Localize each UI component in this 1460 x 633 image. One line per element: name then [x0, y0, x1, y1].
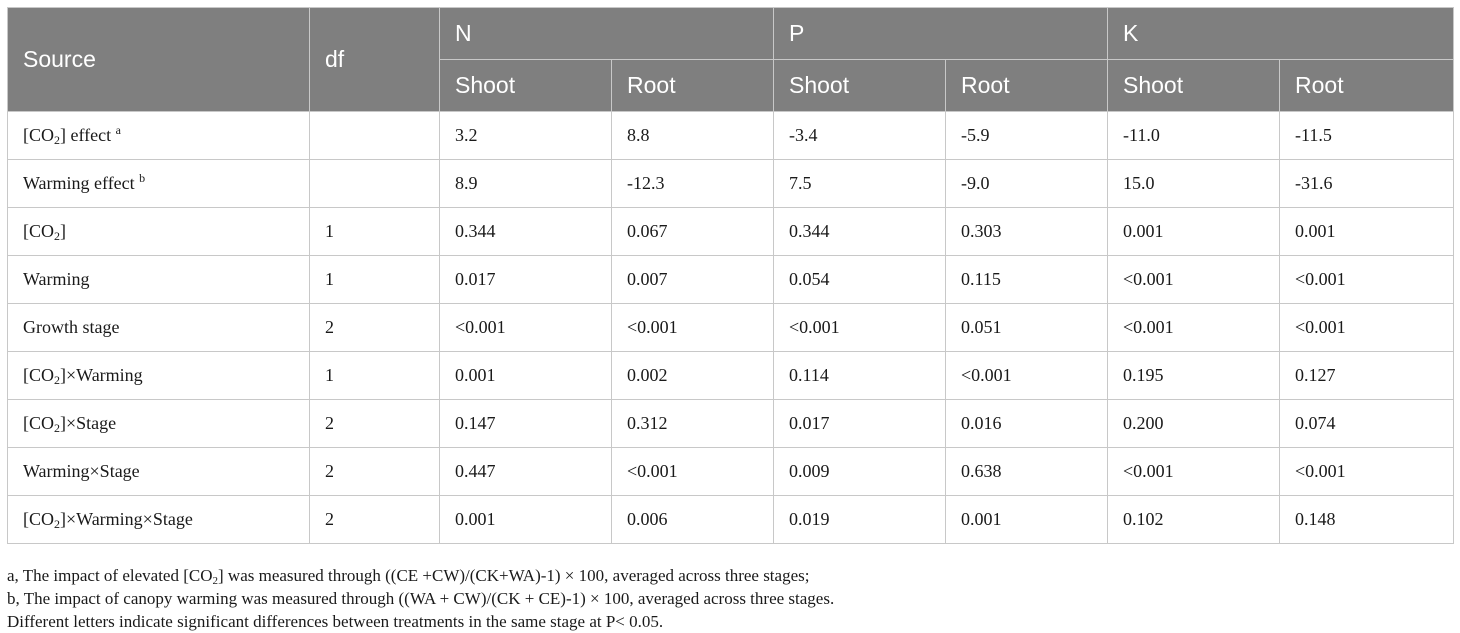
source-cell: Warming — [8, 256, 310, 304]
value-cell: 0.006 — [612, 496, 774, 544]
value-cell: -11.5 — [1280, 112, 1454, 160]
header-df: df — [310, 8, 440, 112]
value-cell: 0.447 — [440, 448, 612, 496]
table-row — [8, 304, 1454, 352]
value-cell: <0.001 — [440, 304, 612, 352]
value-cell: <0.001 — [1280, 304, 1454, 352]
value-cell: 0.102 — [1108, 496, 1280, 544]
footnote-b: b, The impact of canopy warming was measured through ((WA + CW)/(CK + CE)-1) × 100, averaged across three stages. — [7, 589, 835, 608]
value-cell: -5.9 — [946, 112, 1108, 160]
value-cell: -12.3 — [612, 160, 774, 208]
value-cell: 0.051 — [946, 304, 1108, 352]
source-cell: $[CO_2]$ effect $^a$ — [8, 112, 310, 160]
value-cell: 0.312 — [612, 400, 774, 448]
df-cell: 2 — [310, 400, 440, 448]
table-row — [8, 208, 1454, 256]
source-cell: $[CO_2]\times Stage$ — [8, 400, 310, 448]
df-cell — [310, 112, 440, 160]
value-cell: 0.344 — [774, 208, 946, 256]
table-body — [8, 112, 1454, 544]
table-row — [8, 112, 1454, 160]
header-n-shoot: Shoot — [440, 60, 612, 112]
value-cell: 0.200 — [1108, 400, 1280, 448]
header-group-n: N — [440, 8, 774, 60]
value-cell: 8.8 — [612, 112, 774, 160]
value-cell: 0.001 — [1280, 208, 1454, 256]
value-cell: 0.115 — [946, 256, 1108, 304]
header-source: Source — [8, 8, 310, 112]
value-cell: <0.001 — [612, 304, 774, 352]
value-cell: -9.0 — [946, 160, 1108, 208]
value-cell: <0.001 — [946, 352, 1108, 400]
value-cell: 0.638 — [946, 448, 1108, 496]
table-row — [8, 400, 1454, 448]
source-cell: $[CO_2]$ — [8, 208, 310, 256]
value-cell: <0.001 — [774, 304, 946, 352]
table-row — [8, 448, 1454, 496]
value-cell: 0.007 — [612, 256, 774, 304]
value-cell: <0.001 — [612, 448, 774, 496]
header-group-p: P — [774, 8, 1108, 60]
value-cell: 0.344 — [440, 208, 612, 256]
header-k-root: Root — [1280, 60, 1454, 112]
table-row — [8, 352, 1454, 400]
value-cell: -11.0 — [1108, 112, 1280, 160]
value-cell: 15.0 — [1108, 160, 1280, 208]
df-cell: 1 — [310, 208, 440, 256]
value-cell: 7.5 — [774, 160, 946, 208]
value-cell: 8.9 — [440, 160, 612, 208]
value-cell: 0.019 — [774, 496, 946, 544]
value-cell: <0.001 — [1108, 256, 1280, 304]
source-cell: Warming effect $^b$ — [8, 160, 310, 208]
value-cell: 0.303 — [946, 208, 1108, 256]
value-cell: 0.017 — [774, 400, 946, 448]
df-cell: 2 — [310, 496, 440, 544]
source-cell: $[CO_2]\times Warming$ — [8, 352, 310, 400]
table-row — [8, 496, 1454, 544]
value-cell: -31.6 — [1280, 160, 1454, 208]
value-cell: 0.016 — [946, 400, 1108, 448]
table-footnotes — [7, 564, 1453, 633]
value-cell: 0.148 — [1280, 496, 1454, 544]
value-cell: <0.001 — [1280, 448, 1454, 496]
header-n-root: Root — [612, 60, 774, 112]
table-row — [8, 160, 1454, 208]
value-cell: 0.009 — [774, 448, 946, 496]
header-k-shoot: Shoot — [1108, 60, 1280, 112]
value-cell: <0.001 — [1280, 256, 1454, 304]
value-cell: -3.4 — [774, 112, 946, 160]
value-cell: 0.147 — [440, 400, 612, 448]
df-cell: 2 — [310, 448, 440, 496]
value-cell: 0.017 — [440, 256, 612, 304]
header-group-k: K — [1108, 8, 1454, 60]
results-table — [7, 7, 1454, 544]
value-cell: 0.001 — [1108, 208, 1280, 256]
footnote-significance: Different letters indicate significant differences between treatments in the same stage at P< 0.05. — [7, 612, 664, 631]
df-cell: 1 — [310, 256, 440, 304]
value-cell: 0.001 — [440, 352, 612, 400]
source-cell: Growth stage — [8, 304, 310, 352]
results-table-container — [7, 7, 1453, 544]
footnote-a: a, The impact of elevated $[CO_2]$ was measured through ((CE +CW)/(CK+WA)-1) × 100, averaged across three stages; — [7, 566, 810, 587]
header-p-shoot: Shoot — [774, 60, 946, 112]
value-cell: <0.001 — [1108, 304, 1280, 352]
df-cell — [310, 160, 440, 208]
value-cell: 0.002 — [612, 352, 774, 400]
df-cell: 1 — [310, 352, 440, 400]
value-cell: 0.001 — [946, 496, 1108, 544]
value-cell: 0.074 — [1280, 400, 1454, 448]
source-cell: $[CO_2]\times Warming\times Stage$ — [8, 496, 310, 544]
value-cell: <0.001 — [1108, 448, 1280, 496]
df-cell: 2 — [310, 304, 440, 352]
header-p-root: Root — [946, 60, 1108, 112]
value-cell: 0.067 — [612, 208, 774, 256]
header-row-groups — [8, 8, 1454, 60]
value-cell: 0.001 — [440, 496, 612, 544]
source-cell: Warming×Stage — [8, 448, 310, 496]
value-cell: 0.127 — [1280, 352, 1454, 400]
value-cell: 0.114 — [774, 352, 946, 400]
value-cell: 0.195 — [1108, 352, 1280, 400]
value-cell: 3.2 — [440, 112, 612, 160]
table-row — [8, 256, 1454, 304]
value-cell: 0.054 — [774, 256, 946, 304]
